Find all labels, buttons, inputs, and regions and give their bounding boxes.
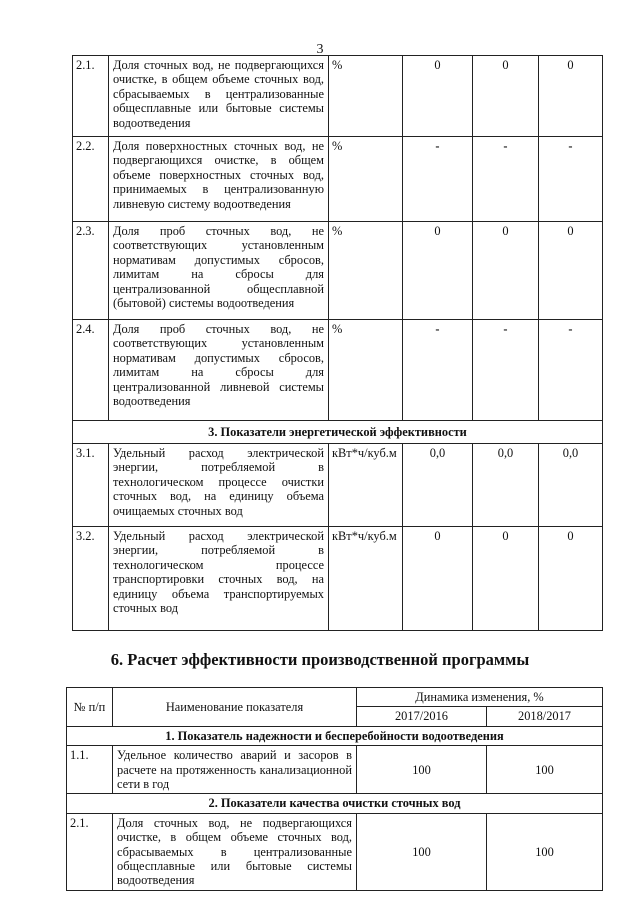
unit: % (329, 222, 403, 320)
value-2017: 0,0 (403, 444, 473, 527)
unit: кВт*ч/куб.м (329, 527, 403, 631)
value-2018: 0 (473, 527, 539, 631)
column-header-2017-2016: 2017/2016 (357, 707, 487, 726)
unit: % (329, 137, 403, 222)
efficiency-table (66, 687, 603, 891)
value-2017: - (403, 320, 473, 421)
section-title: 3. Показатели энергетической эффективности (73, 421, 603, 444)
indicator-name: Удельный расход электрической энергии, потребляемой в технологическом процессе очистки сточных вод, на единицу объема очищаемых сточных вод (109, 444, 329, 527)
value-2018: - (473, 137, 539, 222)
indicator-name: Доля сточных вод, не подвергающихся очистке, в общем объеме сточных вод, сбрасываемых в централизованные общесплавные или бытовые системы водоотведения (109, 56, 329, 137)
value-2018: 0,0 (473, 444, 539, 527)
unit: кВт*ч/куб.м (329, 444, 403, 527)
column-header-2018-2017: 2018/2017 (487, 707, 603, 726)
value-2018-2017: 100 (487, 813, 603, 890)
table-row (73, 56, 603, 137)
indicator-name: Доля проб сточных вод, не соответствующих установленным нормативам допустимых сбросов, лимитам на сбросы для централизованной ливневой системы водоотведения (109, 320, 329, 421)
indicator-name: Удельное количество аварий и засоров в расчете на протяженность канализационной сети в год (113, 746, 357, 794)
section-row (67, 794, 603, 813)
row-number: 2.2. (73, 137, 109, 222)
row-number: 1.1. (67, 746, 113, 794)
value-2018: 0 (473, 56, 539, 137)
table-row (67, 746, 603, 794)
row-number: 3.2. (73, 527, 109, 631)
value-2018-2017: 100 (487, 746, 603, 794)
header-row (67, 688, 603, 707)
table-row (73, 527, 603, 631)
row-number: 2.1. (73, 56, 109, 137)
value-2017-2016: 100 (357, 746, 487, 794)
table-row (73, 444, 603, 527)
value-2019: - (539, 320, 603, 421)
value-2017: 0 (403, 527, 473, 631)
indicator-name: Удельный расход электрической энергии, потребляемой в технологическом процессе транспортировки сточных вод, на единицу объема транспортируемых сточных вод (109, 527, 329, 631)
section-title: 1. Показатель надежности и бесперебойности водоотведения (67, 726, 603, 745)
column-header-name: Наименование показателя (113, 688, 357, 727)
unit: % (329, 56, 403, 137)
value-2018: 0 (473, 222, 539, 320)
value-2017-2016: 100 (357, 813, 487, 890)
section-title: 2. Показатели качества очистки сточных вод (67, 794, 603, 813)
value-2018: - (473, 320, 539, 421)
column-header-number: № п/п (67, 688, 113, 727)
indicator-name: Доля сточных вод, не подвергающихся очистке, в общем объеме сточных вод, сбрасываемых в централизованные общесплавные или бытовые системы водоотведения (113, 813, 357, 890)
value-2019: 0 (539, 527, 603, 631)
value-2019: 0 (539, 56, 603, 137)
row-number: 3.1. (73, 444, 109, 527)
row-number: 2.4. (73, 320, 109, 421)
indicator-name: Доля поверхностных сточных вод, не подвергающихся очистке, в общем объеме поверхностных сточных вод, принимаемых в централизованную ливневую систему водоотведения (109, 137, 329, 222)
value-2017: - (403, 137, 473, 222)
section-row (73, 421, 603, 444)
table-row (73, 320, 603, 421)
row-number: 2.1. (67, 813, 113, 890)
unit: % (329, 320, 403, 421)
indicators-table-continued (72, 55, 603, 631)
value-2019: 0,0 (539, 444, 603, 527)
value-2019: - (539, 137, 603, 222)
page-number: 3 (316, 42, 324, 57)
value-2017: 0 (403, 222, 473, 320)
value-2017: 0 (403, 56, 473, 137)
row-number: 2.3. (73, 222, 109, 320)
table-row (67, 813, 603, 890)
value-2019: 0 (539, 222, 603, 320)
table-row (73, 137, 603, 222)
table-row (73, 222, 603, 320)
section-heading: 6. Расчет эффективности производственной программы (110, 650, 530, 669)
indicator-name: Доля проб сточных вод, не соответствующих установленным нормативам допустимых сбросов, лимитам на сбросы для централизованной общесплавной (бытовой) системы водоотведения (109, 222, 329, 320)
section-row (67, 726, 603, 745)
column-header-dynamics: Динамика изменения, % (357, 688, 603, 707)
